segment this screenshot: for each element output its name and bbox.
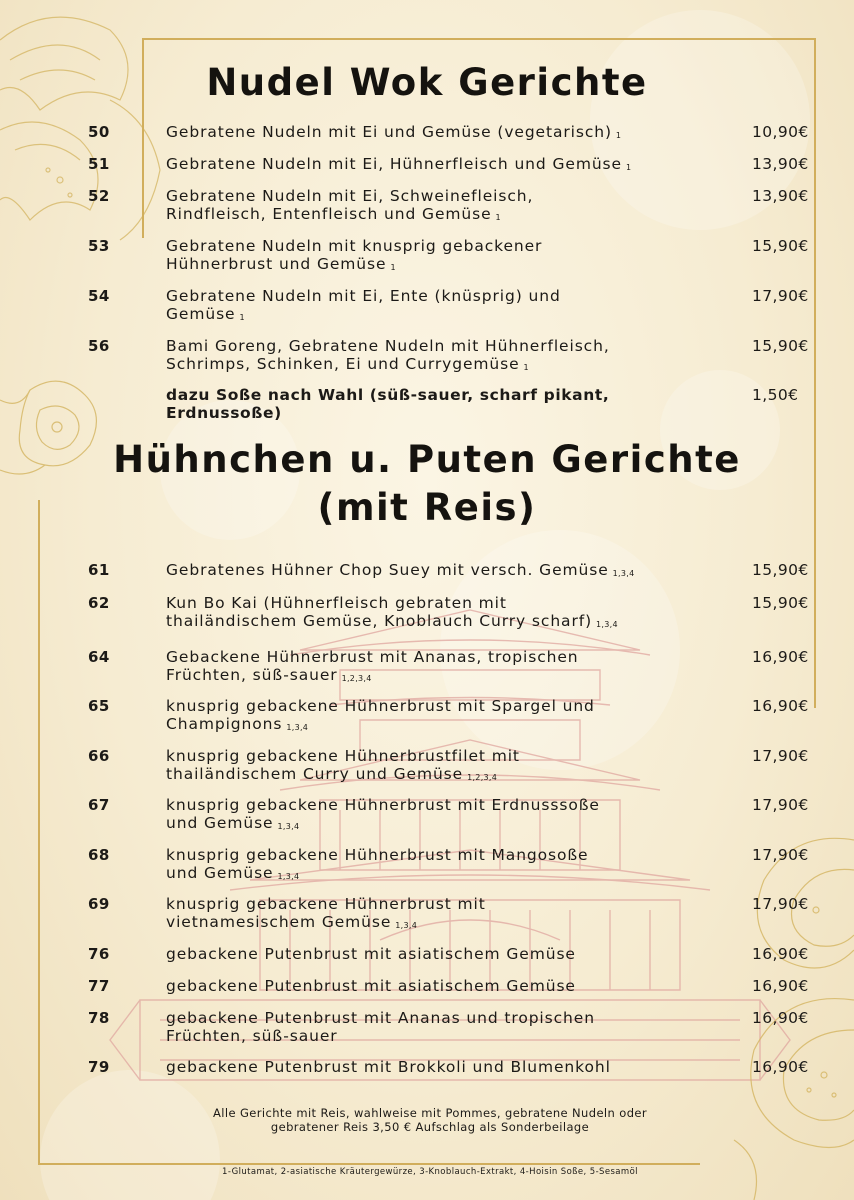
additives: 1,2,3,4 bbox=[467, 773, 498, 782]
item-price: 15,90€ bbox=[752, 561, 809, 579]
item-price: 16,90€ bbox=[752, 648, 809, 666]
item-number: 68 bbox=[88, 846, 110, 864]
item-number: 51 bbox=[88, 155, 110, 173]
item-number: 62 bbox=[88, 594, 110, 612]
item-price: 16,90€ bbox=[752, 977, 809, 995]
item-price: 17,90€ bbox=[752, 895, 809, 913]
item-description: knusprig gebackene Hühnerbrustfilet mit thailändischem Curry und Gemüse 1,2,3,4 bbox=[166, 747, 520, 783]
item-description: Bami Goreng, Gebratene Nudeln mit Hühnerfleisch, Schrimps, Schinken, Ei und Currygemüse 1 bbox=[166, 337, 610, 373]
additives: 1 bbox=[390, 263, 396, 272]
item-description: Gebackene Hühnerbrust mit Ananas, tropischen Früchten, süß-sauer 1,2,3,4 bbox=[166, 648, 579, 684]
section-title-nudel-wok: Nudel Wok Gerichte bbox=[206, 61, 648, 104]
section-title-huehnchen-puten bbox=[0, 436, 854, 532]
item-description: Gebratene Nudeln mit Ei, Schweinefleisch, Rindfleisch, Entenfleisch und Gemüse 1 bbox=[166, 187, 534, 223]
item-number: 53 bbox=[88, 237, 110, 255]
item-description: knusprig gebackene Hühnerbrust mit Mangosoße und Gemüse 1,3,4 bbox=[166, 846, 589, 882]
sauce-description: dazu Soße nach Wahl (süß-sauer, scharf pikant, Erdnussoße) bbox=[166, 386, 610, 422]
item-price: 17,90€ bbox=[752, 287, 809, 305]
item-description: knusprig gebackene Hühnerbrust mit vietnamesischem Gemüse 1,3,4 bbox=[166, 895, 486, 931]
item-description: Kun Bo Kai (Hühnerfleisch gebraten mit thailändischem Gemüse, Knoblauch Curry scharf) 1,3,4 bbox=[166, 594, 618, 630]
additives: 1,3,4 bbox=[277, 822, 300, 831]
item-number: 78 bbox=[88, 1009, 110, 1027]
item-number: 52 bbox=[88, 187, 110, 205]
item-description: Gebratenes Hühner Chop Suey mit versch. Gemüse 1,3,4 bbox=[166, 561, 635, 579]
additives: 1,3,4 bbox=[596, 620, 618, 629]
menu-item bbox=[0, 594, 854, 634]
item-description: Gebratene Nudeln mit knusprig gebackener Hühnerbrust und Gemüse 1 bbox=[166, 237, 543, 273]
item-price: 10,90€ bbox=[752, 123, 809, 141]
menu-item bbox=[0, 1058, 854, 1098]
menu-item bbox=[0, 237, 854, 277]
item-price: 16,90€ bbox=[752, 945, 809, 963]
menu-item bbox=[0, 895, 854, 935]
additives: 1,3,4 bbox=[395, 921, 418, 930]
frame-top-line bbox=[142, 38, 816, 40]
item-number: 56 bbox=[88, 337, 110, 355]
section-title-line2: (mit Reis) bbox=[317, 486, 537, 529]
menu-item bbox=[0, 187, 854, 227]
additives-legend: 1-Glutamat, 2-asiatische Kräutergewürze, 3-Knoblauch-Extrakt, 4-Hoisin Soße, 5-Sesamöl bbox=[222, 1167, 638, 1177]
item-description: Gebratene Nudeln mit Ei, Hühnerfleisch und Gemüse 1 bbox=[166, 155, 632, 173]
menu-item bbox=[0, 648, 854, 688]
item-price: 13,90€ bbox=[752, 155, 809, 173]
item-description: Gebratene Nudeln mit Ei, Ente (knüsprig) und Gemüse 1 bbox=[166, 287, 561, 323]
item-price: 16,90€ bbox=[752, 1009, 809, 1027]
item-price: 15,90€ bbox=[752, 337, 809, 355]
item-number: 77 bbox=[88, 977, 110, 995]
item-price: 17,90€ bbox=[752, 846, 809, 864]
sauce-option bbox=[0, 386, 854, 426]
item-description: Gebratene Nudeln mit Ei und Gemüse (vegetarisch) 1 bbox=[166, 123, 622, 141]
menu-item bbox=[0, 697, 854, 737]
item-price: 17,90€ bbox=[752, 747, 809, 765]
frame-bottom-line bbox=[38, 1163, 700, 1165]
item-description: knusprig gebackene Hühnerbrust mit Erdnusssoße und Gemüse 1,3,4 bbox=[166, 796, 600, 832]
item-number: 54 bbox=[88, 287, 110, 305]
item-price: 16,90€ bbox=[752, 697, 809, 715]
additives: 1,3,4 bbox=[277, 872, 300, 881]
item-number: 79 bbox=[88, 1058, 110, 1076]
item-description: gebackene Putenbrust mit asiatischem Gemüse bbox=[166, 945, 576, 963]
item-number: 50 bbox=[88, 123, 110, 141]
item-price: 15,90€ bbox=[752, 594, 809, 612]
additives: 1 bbox=[523, 363, 529, 372]
item-number: 61 bbox=[88, 561, 110, 579]
additives: 1 bbox=[625, 163, 632, 172]
menu-item bbox=[0, 337, 854, 377]
additives: 1 bbox=[495, 213, 501, 222]
menu-item bbox=[0, 846, 854, 886]
item-number: 66 bbox=[88, 747, 110, 765]
item-price: 17,90€ bbox=[752, 796, 809, 814]
item-description: knusprig gebackene Hühnerbrust mit Spargel und Champignons 1,3,4 bbox=[166, 697, 595, 733]
item-number: 67 bbox=[88, 796, 110, 814]
item-price: 13,90€ bbox=[752, 187, 809, 205]
item-number: 64 bbox=[88, 648, 110, 666]
side-dish-note: Alle Gerichte mit Reis, wahlweise mit Pommes, gebratene Nudeln oder gebratener Reis 3,50 € Aufschlag als Sonderbeilage bbox=[213, 1106, 647, 1134]
item-number: 76 bbox=[88, 945, 110, 963]
item-price: 16,90€ bbox=[752, 1058, 809, 1076]
additives: 1,3,4 bbox=[286, 723, 309, 732]
item-description: gebackene Putenbrust mit asiatischem Gemüse bbox=[166, 977, 576, 995]
item-number: 65 bbox=[88, 697, 110, 715]
menu-item bbox=[0, 1009, 854, 1049]
additives: 1,3,4 bbox=[612, 569, 635, 578]
item-description: gebackene Putenbrust mit Brokkoli und Blumenkohl bbox=[166, 1058, 611, 1076]
additives: 1 bbox=[615, 131, 622, 140]
additives: 1,2,3,4 bbox=[341, 674, 372, 683]
menu-item bbox=[0, 287, 854, 327]
sauce-price: 1,50€ bbox=[752, 386, 799, 404]
section-title-line1: Hühnchen u. Puten Gerichte bbox=[113, 438, 741, 481]
menu-item bbox=[0, 796, 854, 836]
menu-item bbox=[0, 747, 854, 787]
item-number: 69 bbox=[88, 895, 110, 913]
additives: 1 bbox=[239, 313, 245, 322]
item-price: 15,90€ bbox=[752, 237, 809, 255]
item-description: gebackene Putenbrust mit Ananas und tropischen Früchten, süß-sauer bbox=[166, 1009, 595, 1045]
